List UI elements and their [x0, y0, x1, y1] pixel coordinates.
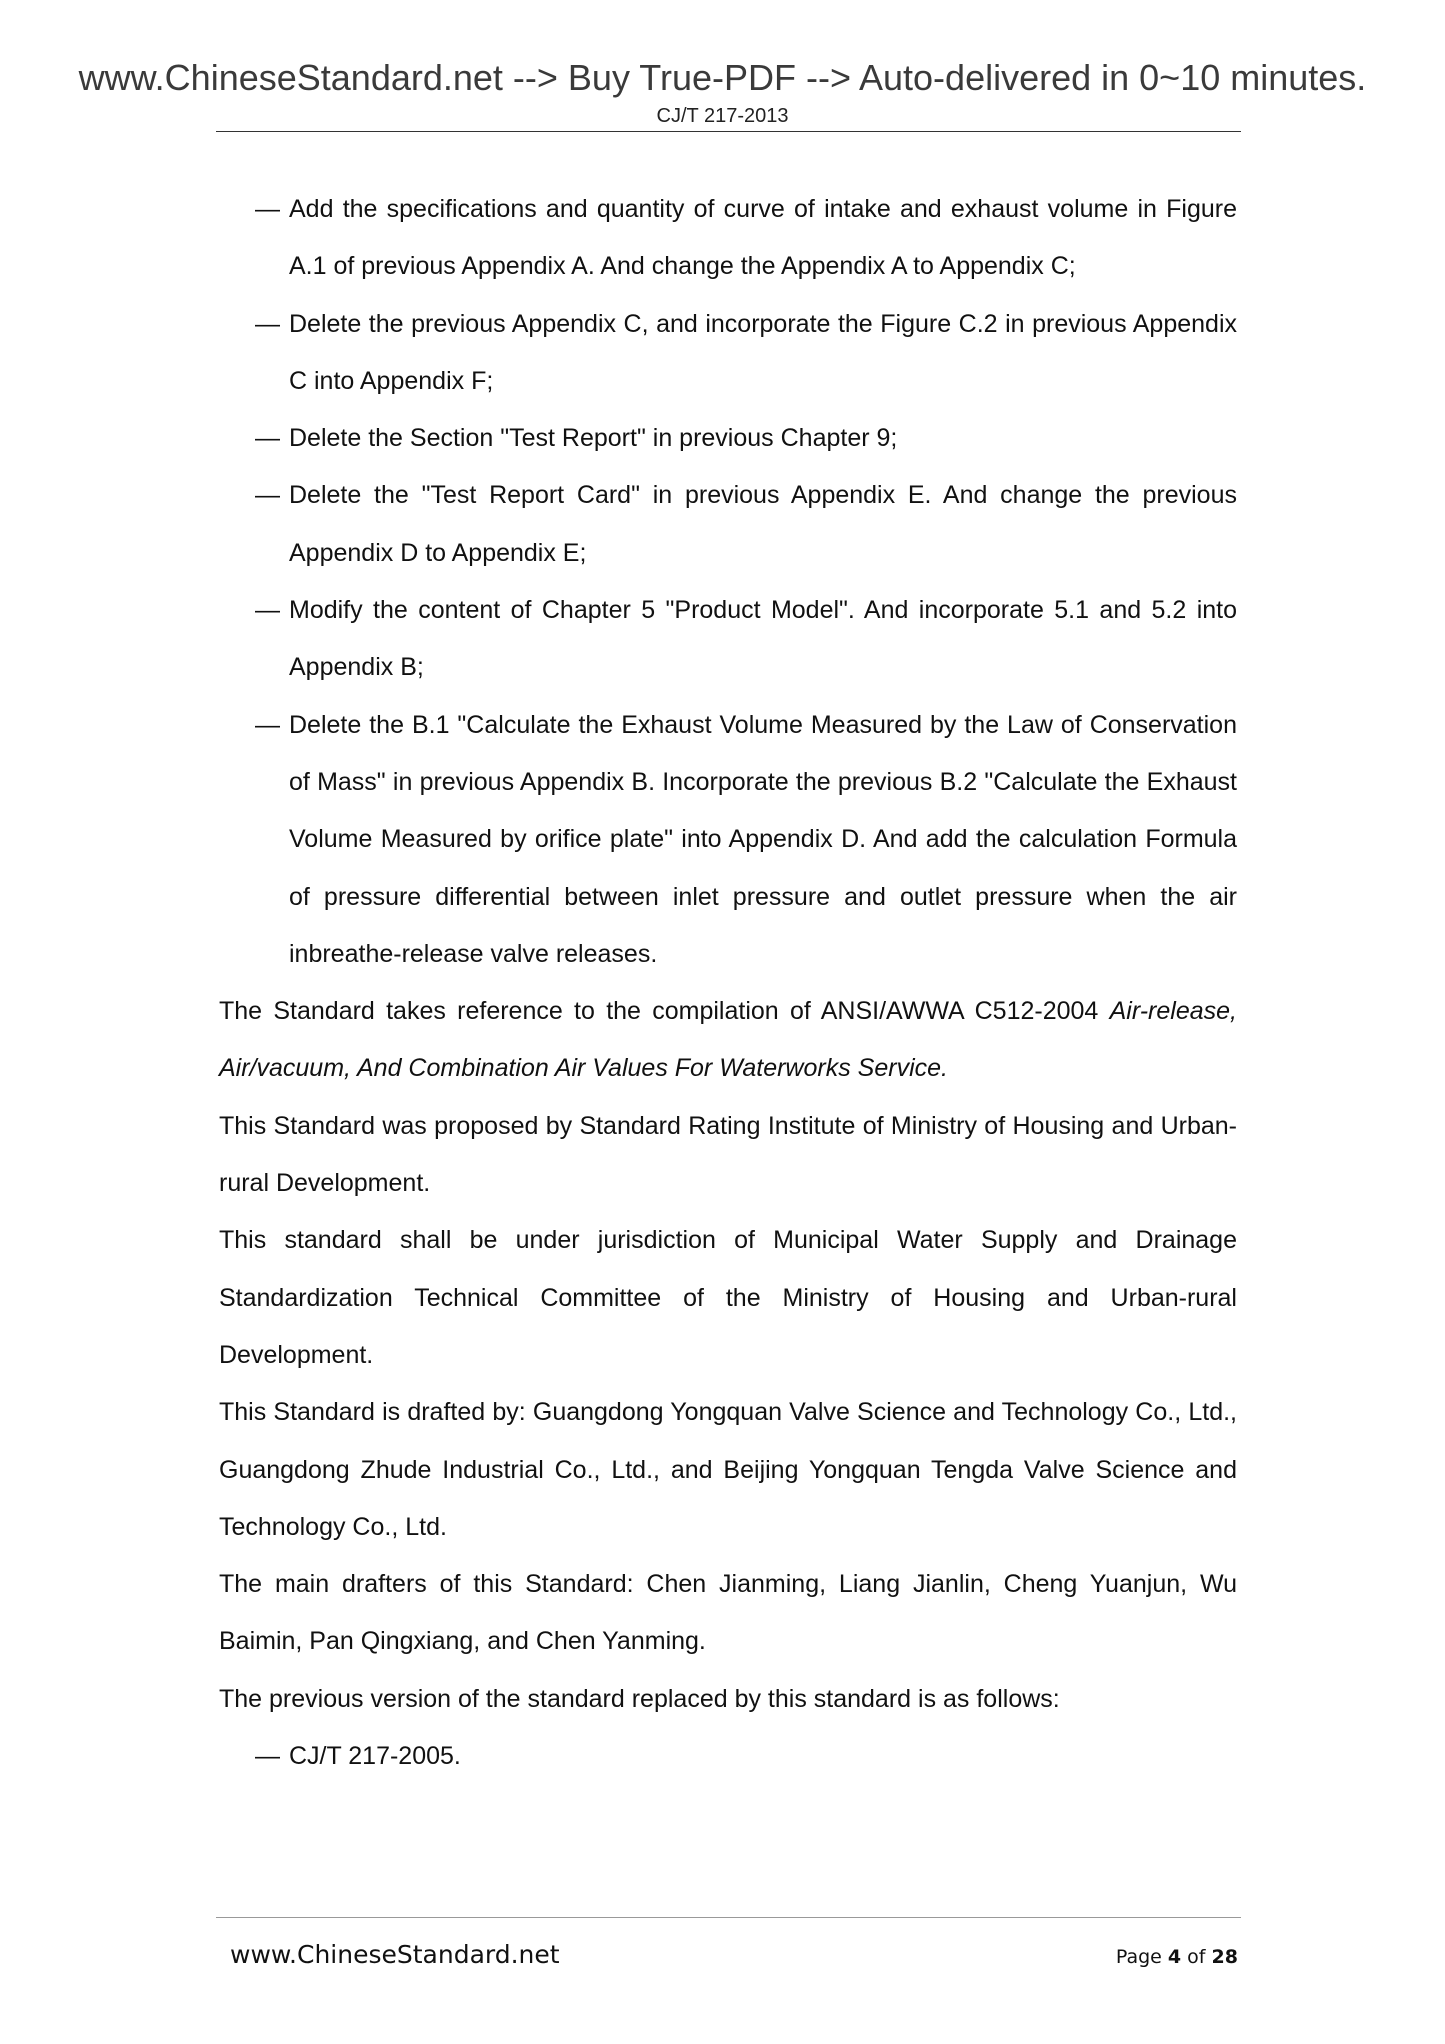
- change-item-text: Delete the B.1 "Calculate the Exhaust Volume Measured by the Law of Conservation of Mass" in previous Appendix B. Incorporate the previous B.2 "Calculate the Exhaust Volume Measured by orifice plate" into Appendix D. And add the calculation Formula of pressure differential between inlet pressure and outlet pressure when the air inbreathe-release valve releases.: [289, 710, 1237, 968]
- page-label: Page: [1115, 1946, 1162, 1968]
- of-label: of: [1187, 1946, 1206, 1968]
- previous-version-intro: The previous version of the standard replaced by this standard is as follows:: [219, 1684, 1060, 1713]
- dash-marker: —: [255, 596, 280, 625]
- jurisdiction-paragraph: This standard shall be under jurisdiction of Municipal Water Supply and Drainage Standardization Technical Committee of the Ministry of Housing and Urban-rural Development.: [219, 1226, 1237, 1369]
- dash-marker: —: [255, 1742, 280, 1771]
- change-item: [219, 697, 1237, 983]
- header-banner[interactable]: www.ChineseStandard.net --> Buy True-PDF --> Auto-delivered in 0~10 minutes.: [78, 57, 1367, 98]
- previous-version-text: CJ/T 217-2005.: [289, 1742, 461, 1771]
- change-item: [219, 467, 1237, 582]
- change-item: [219, 181, 1237, 296]
- drafters-paragraph: The main drafters of this Standard: Chen Jianming, Liang Jianlin, Cheng Yuanjun, Wu Baimin, Pan Qingxiang, and Chen Yanming.: [219, 1570, 1237, 1656]
- previous-version-item: [219, 1728, 1237, 1785]
- dash-marker: —: [255, 710, 280, 739]
- change-item-text: Add the specifications and quantity of curve of intake and exhaust volume in Figure A.1 of previous Appendix A. And change the Appendix A to Appendix C;: [289, 195, 1237, 281]
- page-body: [219, 181, 1237, 1785]
- dash-marker: —: [255, 424, 280, 453]
- drafted-by-paragraph: This Standard is drafted by: Guangdong Yongquan Valve Science and Technology Co., Ltd., Guangdong Zhude Industrial Co., Ltd., and Beijing Yongquan Tengda Valve Science and Technology Co., Ltd.: [219, 1398, 1237, 1541]
- dash-marker: —: [255, 195, 280, 223]
- dash-marker: —: [255, 309, 280, 338]
- header-divider: [216, 131, 1241, 132]
- change-item-text: Modify the content of Chapter 5 "Product Model". And incorporate 5.1 and 5.2 into Appendix B;: [289, 596, 1237, 682]
- footer-site-link[interactable]: www.ChineseStandard.net: [230, 1940, 560, 1969]
- footer-divider: [216, 1917, 1241, 1918]
- change-item: [219, 582, 1237, 697]
- change-item-text: Delete the Section "Test Report" in previous Chapter 9;: [289, 424, 898, 453]
- change-item-text: Delete the previous Appendix C, and incorporate the Figure C.2 in previous Appendix C into Appendix F;: [289, 309, 1237, 395]
- change-item-text: Delete the "Test Report Card" in previous Appendix E. And change the previous Appendix D to Appendix E;: [289, 481, 1237, 567]
- reference-prefix: The Standard takes reference to the compilation of ANSI/AWWA C512-2004: [219, 997, 1110, 1026]
- change-item: [219, 410, 1237, 467]
- proposed-paragraph: This Standard was proposed by Standard Rating Institute of Ministry of Housing and Urban-rural Development.: [219, 1111, 1237, 1198]
- document-id: CJ/T 217-2013: [656, 105, 789, 127]
- dash-marker: —: [255, 481, 280, 510]
- total-pages: 28: [1211, 1946, 1238, 1968]
- page-number: 4: [1167, 1946, 1182, 1968]
- reference-paragraph: [219, 983, 1237, 1098]
- reference-title: Air-release, Air/vacuum, And Combination Air Values For Waterworks Service.: [219, 997, 1237, 1083]
- page-indicator: [1116, 1946, 1238, 1968]
- change-item: [219, 296, 1237, 411]
